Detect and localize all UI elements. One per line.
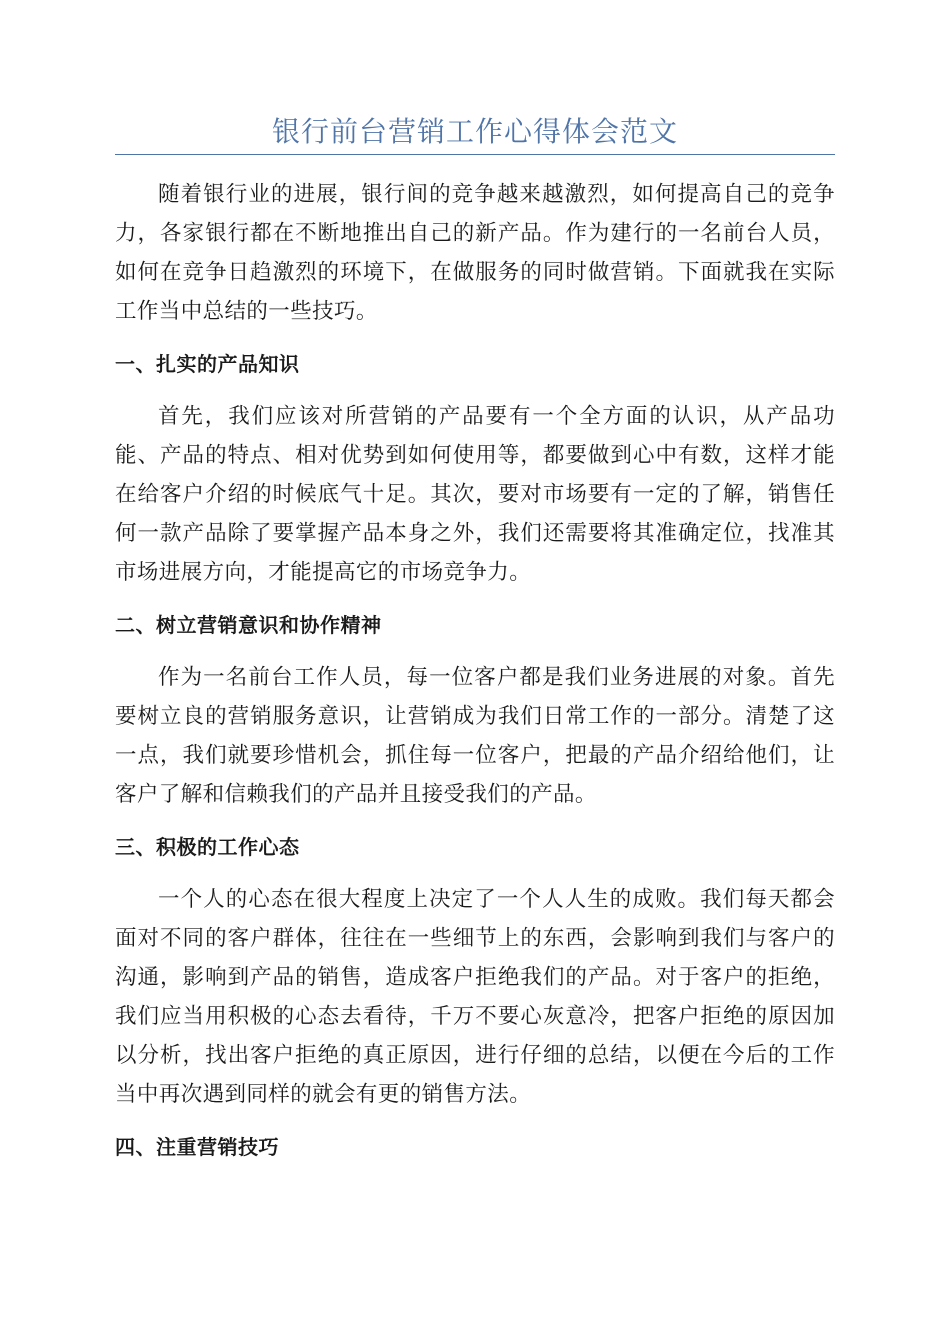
section-heading-1: 一、扎实的产品知识 <box>115 352 300 376</box>
section-body-2: 作为一名前台工作人员，每一位客户都是我们业务进展的对象。首先要树立良的营销服务意识，让营销成为我们日常工作的一部分。清楚了这一点，我们就要珍惜机会，抓住每一位客户，把最的产品介绍给他们，让客户了解和信赖我们的产品并且接受我们的产品。 <box>115 665 835 807</box>
section-heading-4: 四、注重营销技巧 <box>115 1135 279 1159</box>
section-body-1: 首先，我们应该对所营销的产品要有一个全方面的认识，从产品功能、产品的特点、相对优势到如何使用等，都要做到心中有数，这样才能在给客户介绍的时候底气十足。其次，要对市场要有一定的了解，销售任何一款产品除了要掌握产品本身之外，我们还需要将其准确定位，找准其市场进展方向，才能提高它的市场竞争力。 <box>115 404 835 585</box>
document-title: 银行前台营销工作心得体会范文 <box>271 115 678 148</box>
section-heading-3: 三、积极的工作心态 <box>115 835 300 859</box>
intro-paragraph: 随着银行业的进展，银行间的竞争越来越激烈，如何提高自己的竞争力，各家银行都在不断地推出自己的新产品。作为建行的一名前台人员，如何在竞争日趋激烈的环境下，在做服务的同时做营销。下面就我在实际工作当中总结的一些技巧。 <box>115 182 835 324</box>
section-heading-2: 二、树立营销意识和协作精神 <box>115 613 382 637</box>
title-underline <box>115 154 835 155</box>
document-body <box>115 175 835 1165</box>
section-body-3: 一个人的心态在很大程度上决定了一个人人生的成败。我们每天都会面对不同的客户群体，往往在一些细节上的东西，会影响到我们与客户的沟通，影响到产品的销售，造成客户拒绝我们的产品。对于客户的拒绝，我们应当用积极的心态去看待，千万不要心灰意冷，把客户拒绝的原因加以分析，找出客户拒绝的真正原因，进行仔细的总结，以便在今后的工作当中再次遇到同样的就会有更的销售方法。 <box>115 887 835 1107</box>
